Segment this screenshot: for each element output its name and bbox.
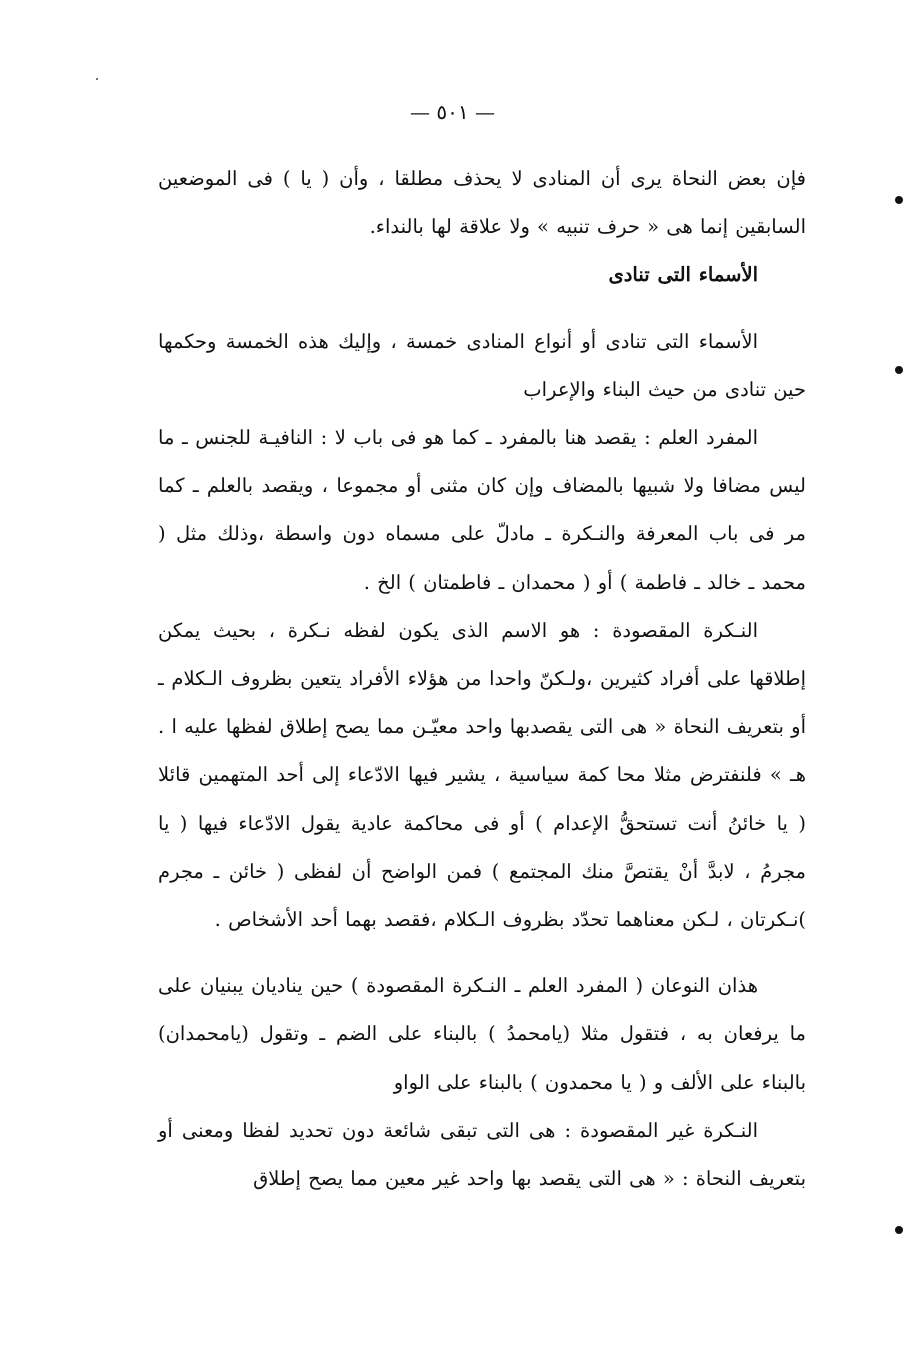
page-number: — ٥٠١ — <box>410 100 495 124</box>
paragraph: النـكرة المقصودة : هو الاسم الذى يكون لفظه نـكرة ، بحيث يمكن إطلاقها على أفراد كثيرين ،ولـكنّ واحدا من هؤلاء الأفراد يتعين بظروف الـكلام ـ أو بتعريف النحاة « هى التى يقصدبها واحد معيّـن مما يصح إطلاق لفظها عليه ا . هـ » فلنفترض مثلا محا كمة سياسية ، يشير فيها الادّعاء إلى أحد المتهمين قائلا ( يا خائنُ أنت تستحقُّ الإعدام ) أو فى محاكمة عادية يقول الادّعاء فيها ( يا مجرمُ ، لابدَّ أنْ يقتصَّ منك المجتمع ) فمن الواضح أن لفظى ( خائن ـ مجرم )نـكرتان ، لـكن معناهما تحدّد بظروف الـكلام ،فقصد بهما أحد الأشخاص . <box>158 618 806 932</box>
paragraph: النـكرة غير المقصودة : هى التى تبقى شائعة دون تحديد لفظا ومعنى أو بتعريف النحاة : « هى التى يقصد بها واحد غير معين مما يصح إطلاق <box>158 1118 806 1191</box>
scan-speck <box>96 78 98 80</box>
margin-mark <box>895 196 903 204</box>
body-text <box>158 155 806 1203</box>
margin-mark <box>895 1226 903 1234</box>
paragraph: هذان النوعان ( المفرد العلم ـ النـكرة المقصودة ) حين يناديان يبنيان على ما يرفعان به ، فتقول مثلا (يامحمدُ ) بالبناء على الضم ـ وتقول (يامحمدان) بالبناء على الألف و ( يا محمدون ) بالبناء على الواو <box>158 974 806 1094</box>
paragraph: فإن بعض النحاة يرى أن المنادى لا يحذف مطلقا ، وأن ( يا ) فى الموضعين السابقين إنما هى « حرف تنبيه » ولا علاقة لها بالنداء. <box>158 167 806 239</box>
margin-mark <box>895 366 903 374</box>
paragraph: الأسماء التى تنادى أو أنواع المنادى خمسة ، وإليك هذه الخمسة وحكمها حين تنادى من حيث البناء والإعراب <box>158 329 806 401</box>
paragraph: المفرد العلم : يقصد هنا بالمفرد ـ كما هو فى باب لا : النافيـة للجنس ـ ما ليس مضافا ولا شبيها بالمضاف وإن كان مثنى أو مجموعا ، ويقصد بالعلم ـ كما مر فى باب المعرفة والنـكرة ـ مادلّ على مسماه دون واسطة ،وذلك مثل ( محمد ـ خالد ـ فاطمة ) أو ( محمدان ـ فاطمتان ) الخ . <box>158 426 806 594</box>
section-heading: الأسماء التى تنادى <box>608 263 758 287</box>
